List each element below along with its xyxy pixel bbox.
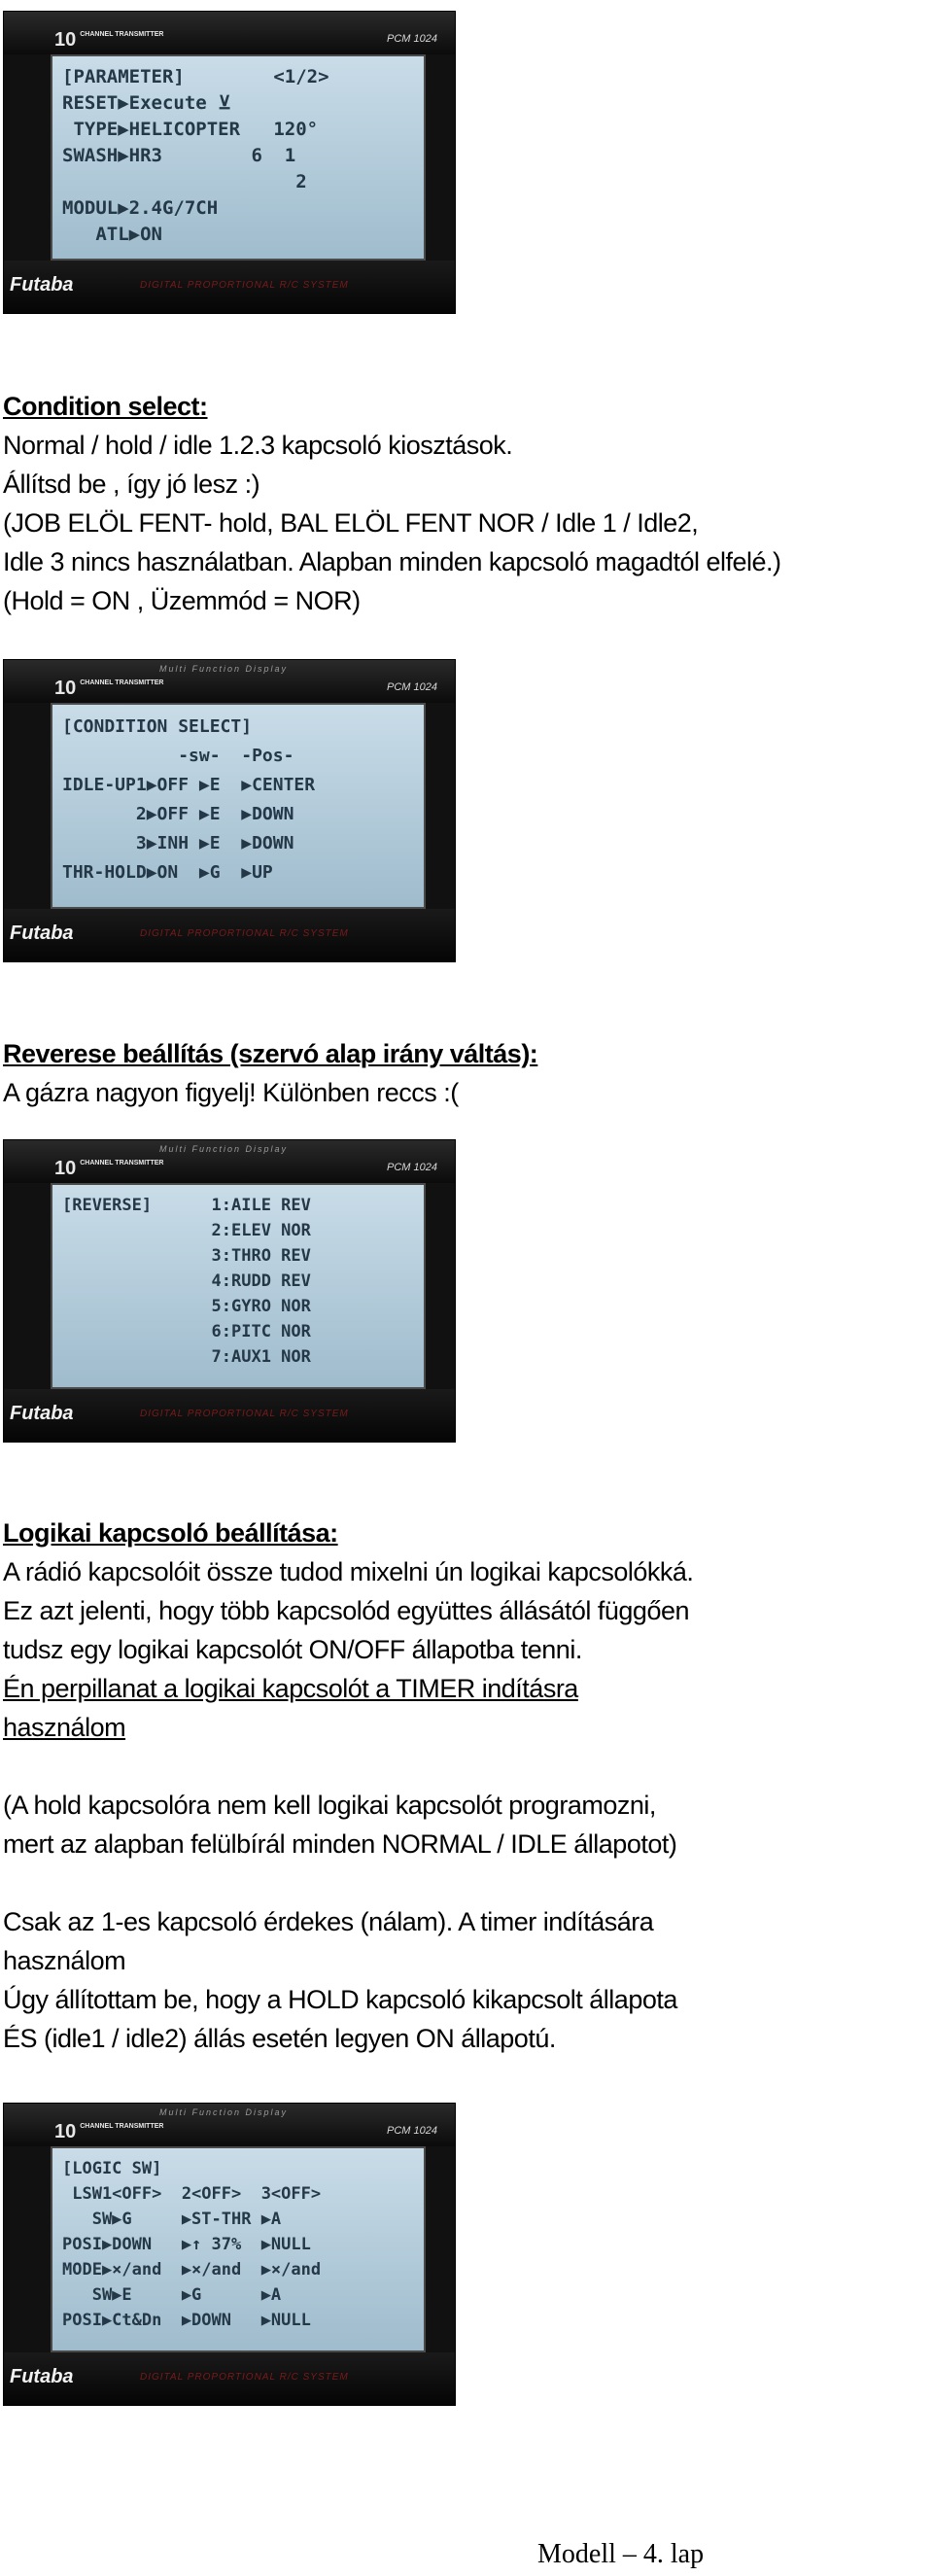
text-line: használom [3, 1946, 126, 1975]
section-heading: Reverese beállítás (szervó alap irány váltás): [3, 1039, 538, 1068]
text-line: Úgy állítottam be, hogy a HOLD kapcsoló kikapcsolt állapota [3, 1985, 677, 2014]
reverse-block [3, 1034, 537, 1112]
futaba-logo: Futaba [10, 274, 74, 296]
lcd-screen [51, 1183, 426, 1389]
futaba-logo: Futaba [10, 922, 74, 944]
photo-top-bezel: Multi Function Display [4, 660, 455, 703]
pcm-label: PCM 1024 [387, 681, 437, 693]
futaba-logo: Futaba [10, 1403, 74, 1424]
photo-bottom-bezel [4, 909, 455, 961]
tagline: DIGITAL PROPORTIONAL R/C SYSTEM [140, 2372, 349, 2383]
lcd-screen [51, 703, 426, 909]
futaba-logo: Futaba [10, 2366, 74, 2387]
text-line: A rádió kapcsolóit össze tudod mixelni ún logikai kapcsolókká. [3, 1557, 694, 1586]
text-line: mert az alapban felülbírál minden NORMAL / IDLE állapotot) [3, 1829, 677, 1859]
photo-top-bezel: Multi Function Display [4, 2104, 455, 2146]
text-line: ÉS (idle1 / idle2) állás esetén legyen ON állapotú. [3, 2024, 556, 2053]
transmitter-photo-logic-sw [3, 2103, 456, 2406]
channel-logo: 10 CHANNEL TRANSMITTER [54, 1158, 164, 1179]
tagline: DIGITAL PROPORTIONAL R/C SYSTEM [140, 928, 349, 939]
text-line: Normal / hold / idle 1.2.3 kapcsoló kiosztások. [3, 431, 513, 460]
page-footer: Modell – 4. lap [537, 2539, 705, 2569]
underlined-line: Én perpillanat a logikai kapcsolót a TIMER indításra [3, 1674, 578, 1703]
pcm-label: PCM 1024 [387, 33, 437, 45]
lcd-screen [51, 54, 426, 261]
photo-bottom-bezel [4, 2352, 455, 2405]
lcd-text: [CONDITION SELECT] -sw- -Pos- IDLE-UP1▶OFF ▶E ▶CENTER 2▶OFF ▶E ▶DOWN 3▶INH ▶E ▶DOWN THR-HOLD▶ON ▶G ▶UP [62, 716, 316, 883]
text-line: tudsz egy logikai kapcsolót ON/OFF állapotba tenni. [3, 1635, 582, 1664]
text-line: A gázra nagyon figyelj! Különben reccs :( [3, 1078, 459, 1107]
transmitter-photo-reverse [3, 1139, 456, 1443]
photo-top-bezel: Multi Function Display [4, 1140, 455, 1183]
condition-select-block [3, 387, 781, 620]
text-line: Idle 3 nincs használatban. Alapban minden kapcsoló magadtól elfelé.) [3, 547, 781, 576]
text-line: (A hold kapcsolóra nem kell logikai kapcsolót programozni, [3, 1791, 656, 1820]
text-line: (Hold = ON , Üzemmód = NOR) [3, 586, 361, 615]
channel-logo: 10 CHANNEL TRANSMITTER [54, 2121, 164, 2142]
photo-bottom-bezel [4, 1389, 455, 1442]
lcd-text: [PARAMETER] <1/2> RESET▶Execute ⊻ TYPE▶HELICOPTER 120° SWASH▶HR3 6 1 2 MODUL▶2.4G/7CH ATL▶ON [62, 66, 329, 245]
section-heading: Condition select: [3, 392, 208, 421]
transmitter-photo-parameter [3, 11, 456, 314]
text-line: (JOB ELÖL FENT- hold, BAL ELÖL FENT NOR / Idle 1 / Idle2, [3, 508, 699, 538]
logic-switch-block [3, 1514, 693, 2058]
text-line: Ez azt jelenti, hogy több kapcsolód együttes állásától függően [3, 1596, 689, 1625]
transmitter-photo-condition-select [3, 659, 456, 962]
text-line: Csak az 1-es kapcsoló érdekes (nálam). A timer indítására [3, 1907, 654, 1936]
lcd-text: [REVERSE] 1:AILE REV 2:ELEV NOR 3:THRO REV 4:RUDD REV 5:GYRO NOR 6:PITC NOR 7:AUX1 NOR [62, 1196, 311, 1367]
underlined-line: használom [3, 1713, 126, 1742]
photo-bottom-bezel [4, 261, 455, 313]
text-line: Állítsd be , így jó lesz :) [3, 470, 260, 499]
lcd-text: [LOGIC SW] LSW1<OFF> 2<OFF> 3<OFF> SW▶G ▶ST-THR ▶A POSI▶DOWN ▶↑ 37% ▶NULL MODE▶×/and ▶×/and ▶×/and SW▶E ▶G ▶A POSI▶Ct&Dn ▶DOWN ▶NULL [62, 2159, 322, 2330]
tagline: DIGITAL PROPORTIONAL R/C SYSTEM [140, 1409, 349, 1419]
channel-logo: 10 CHANNEL TRANSMITTER [54, 678, 164, 699]
tagline: DIGITAL PROPORTIONAL R/C SYSTEM [140, 280, 349, 291]
lcd-screen [51, 2146, 426, 2352]
pcm-label: PCM 1024 [387, 1162, 437, 1173]
channel-logo: 10 CHANNEL TRANSMITTER [54, 29, 164, 51]
pcm-label: PCM 1024 [387, 2125, 437, 2137]
section-heading: Logikai kapcsoló beállítása: [3, 1518, 338, 1548]
